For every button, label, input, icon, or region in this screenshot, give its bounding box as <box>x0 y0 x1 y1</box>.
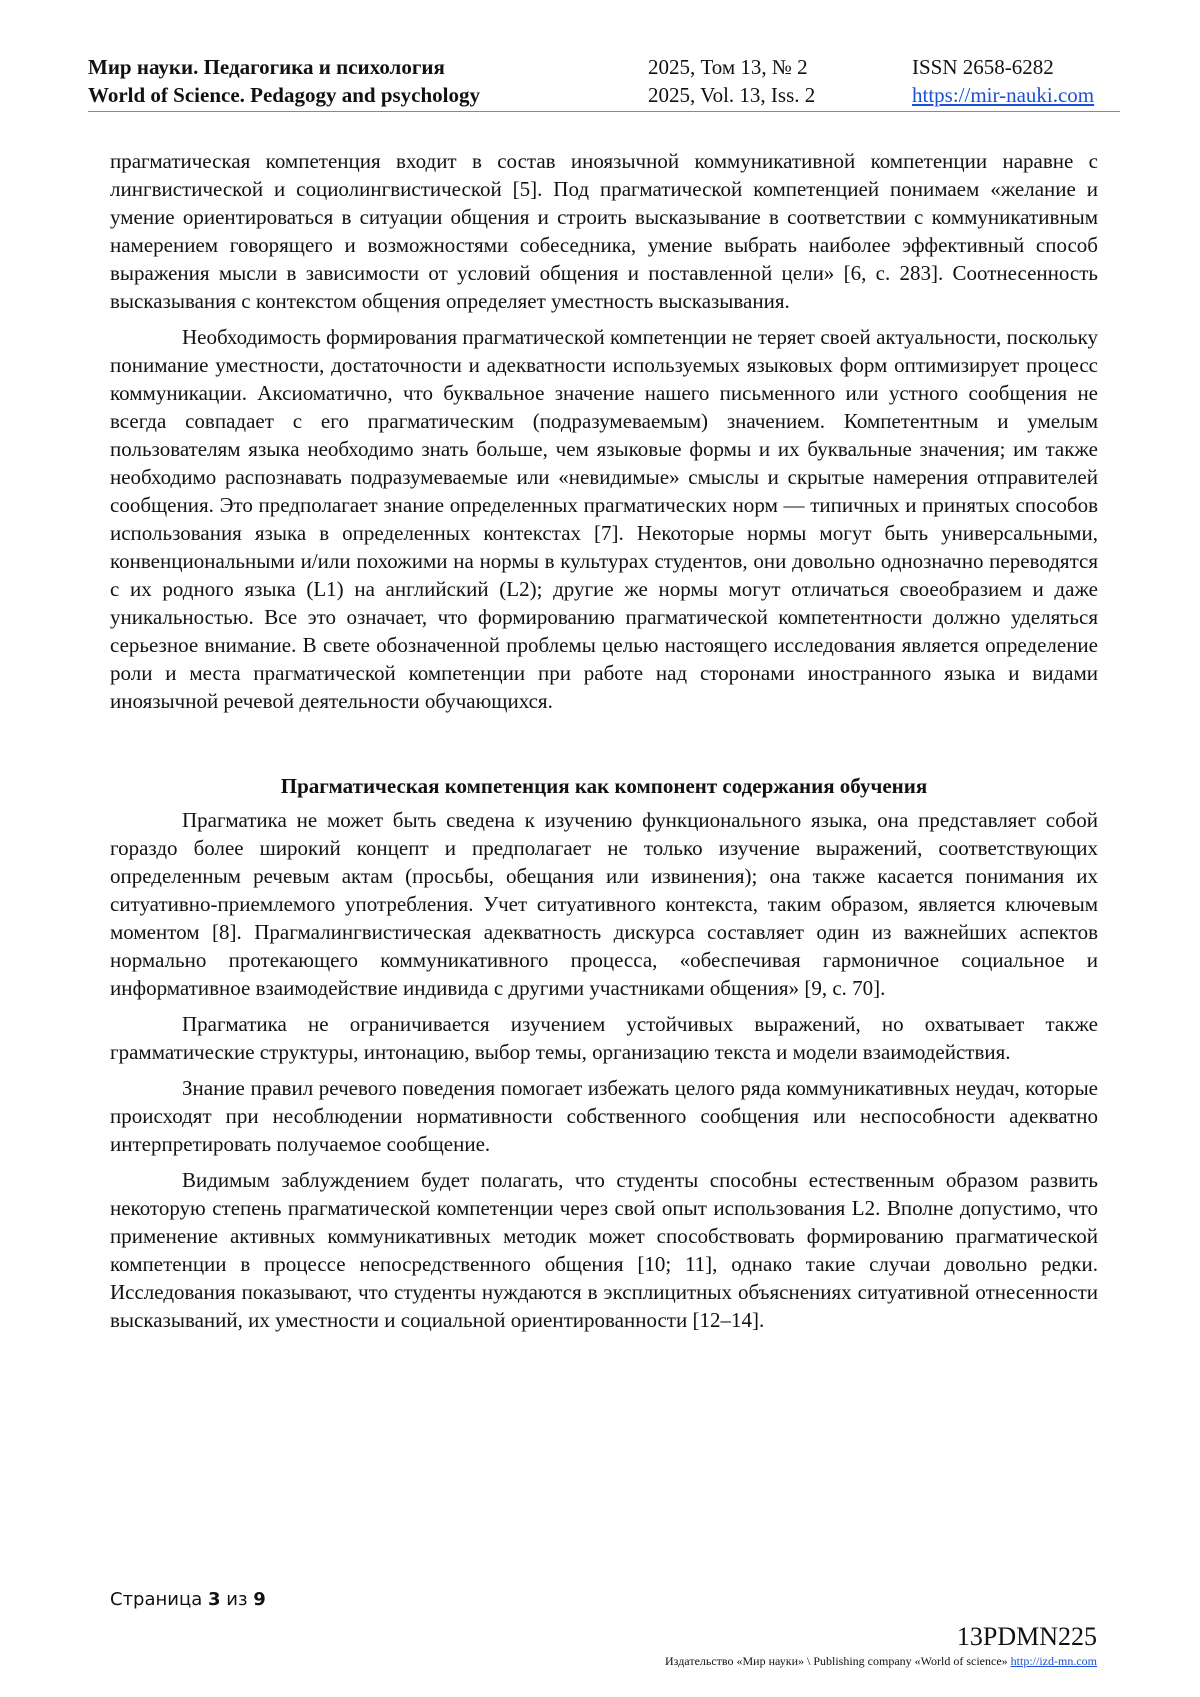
journal-title-ru: Мир науки. Педагогика и психология <box>88 55 445 79</box>
section-heading: Прагматическая компетенция как компонент содержания обучения <box>280 774 928 798</box>
paragraph: Прагматика не ограничивается изучением устойчивых выражений, но охватывает также грамматические структуры, интонацию, выбор темы, организацию текста и модели взаимодействия. <box>110 1012 1098 1064</box>
article-body <box>110 147 1098 1342</box>
issue-block <box>648 53 815 109</box>
page-total: 9 <box>253 1589 266 1610</box>
page-current: 3 <box>208 1589 221 1610</box>
running-header <box>88 53 1120 112</box>
paragraph: Видимым заблуждением будет полагать, что студенты способны естественным образом развить некоторую степень прагматической компетенции через свой опыт использования L2. Вполне допустимо, что применение активных коммуникативных методик может способствовать формированию прагматической компетенции в процессе непосредственного общения [10; 11], однако такие случаи довольно редки. Исследования показывают, что студенты нуждаются в эксплицитных объяснениях ситуативной отнесенности высказываний, их уместности и социальной ориентированности [12–14]. <box>110 1168 1098 1332</box>
page-number <box>110 1589 266 1611</box>
paragraph: Необходимость формирования прагматической компетенции не теряет своей актуальности, поскольку понимание уместности, достаточности и адекватности используемых языковых форм оптимизирует процесс коммуникации. Аксиоматично, что буквальное значение нашего письменного или устного сообщения не всегда совпадает с его прагматическим (подразумеваемым) значением. Компетентным и умелым пользователям языка необходимо знать больше, чем языковые формы и их буквальные значения; им также необходимо распознавать подразумеваемые или «невидимые» смыслы и скрытые намерения отправителей сообщения. Это предполагает знание определенных прагматических норм — типичных и принятых способов использования языка в определенных контекстах [7]. Некоторые нормы могут быть универсальными, конвенциональными и/или похожими на нормы в культурах студентов, они довольно однозначно переводятся с их родного языка (L1) на английский (L2); другие же нормы могут отличаться своеобразием и даже уникальностью. Все это означает, что формированию прагматической компетентности должно уделяться серьезное внимание. В свете обозначенной проблемы целью настоящего исследования является определение роли и места прагматической компетенции при работе над сторонами иностранного языка и видами иноязычной речевой деятельности обучающихся. <box>110 325 1098 713</box>
issn: ISSN 2658-6282 <box>912 55 1054 79</box>
publisher-line <box>665 1653 1097 1669</box>
issue-ru: 2025, Том 13, № 2 <box>648 55 808 79</box>
issn-block <box>912 53 1094 109</box>
journal-title-block <box>88 53 480 109</box>
paragraph: Прагматика не может быть сведена к изучению функционального языка, она представляет собой гораздо более широкий концепт и предполагает не только изучение выражений, соответствующих определенным речевым актам (просьбы, обещания или извинения); она также касается понимания их ситуативно-приемлемого употребления. Учет ситуативного контекста, таким образом, является ключевым моментом [8]. Прагмалингвистическая адекватность дискурса составляет один из важнейших аспектов нормально протекающего коммуникативного процесса, «обеспечивая гармоничное социальное и информативное взаимодействие индивида с другими участниками общения» [9, с. 70]. <box>110 808 1098 1000</box>
journal-title-en: World of Science. Pedagogy and psychology <box>88 83 481 107</box>
paragraph: Знание правил речевого поведения помогает избежать целого ряда коммуникативных неудач, которые происходят при несоблюдении нормативности собственного сообщения или неспособности адекватно интерпретировать получаемое сообщение. <box>110 1076 1098 1156</box>
page-sep: из <box>226 1589 248 1610</box>
paragraph: прагматическая компетенция входит в состав иноязычной коммуникативной компетенции наравне с лингвистической и социолингвистической [5]. Под прагматической компетенцией понимаем «желание и умение ориентироваться в ситуации общения и строить высказывание в соответствии с коммуникативным намерением говорящего и возможностями собеседника, умение выбрать наиболее эффективный способ выражения мысли в зависимости от условий общения и поставленной цели» [6, с. 283]. Соотнесенность высказывания с контекстом общения определяет уместность высказывания. <box>110 149 1098 313</box>
article-code: 13PDMN225 <box>956 1622 1097 1651</box>
issue-en: 2025, Vol. 13, Iss. 2 <box>648 83 816 107</box>
journal-site-link[interactable]: https://mir-nauki.com <box>912 83 1095 107</box>
publisher-text: Издательство «Мир науки» \ Publishing company «World of science» <box>665 1654 1008 1668</box>
page-prefix: Страница <box>110 1589 203 1610</box>
publisher-link[interactable]: http://izd-mn.com <box>1010 1654 1097 1668</box>
